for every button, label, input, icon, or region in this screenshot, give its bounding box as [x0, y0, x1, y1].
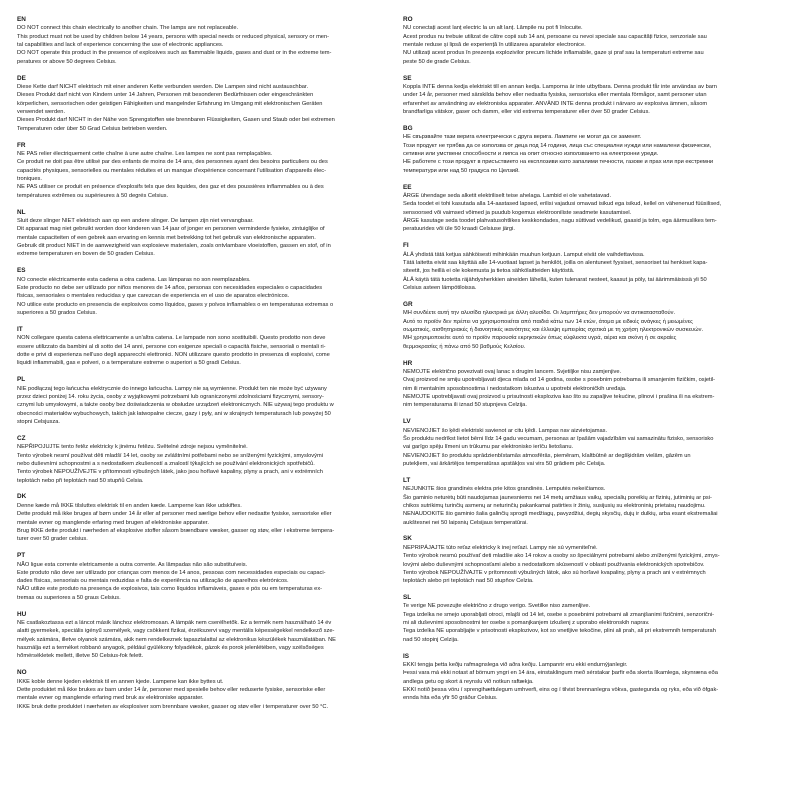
warning-text-line: tal capabilities and lack of experience concerning the use of electronic appliances.	[17, 42, 224, 49]
warning-text-line: Dette produkt må ikke bruges af børn under 14 år eller af personer med særlige behov eller nedsatte fysiske, sensoriske eller	[17, 511, 332, 518]
language-section-fi	[403, 242, 778, 292]
language-code: FR	[17, 141, 26, 149]
warning-text-line: ÄRGE kasutage seda toodet plahvatusohtlikes keskkondades, nagu süttivad vedelikud, gaasid ja tolm, ega äärmuslikes tem-	[403, 217, 717, 224]
warning-text-line: NE csatlakoztassa ezt a láncot másik lánchoz elektromosan. A lámpák nem cserélhetők. Ez a termék nem használható 14 év	[17, 620, 332, 627]
warning-text-line: températures extrêmes ou supérieures à 50 degrés Celsius.	[17, 192, 169, 199]
language-code: SE	[403, 74, 412, 82]
warning-text-line: használja ezt a terméket robbanó anyagok, például gyúlékony folyadékok, gázok és porok jelenlétében, vagy szélsőséges	[17, 645, 324, 652]
warning-text-line: Celsius asteen lämpötiloissa.	[403, 284, 477, 291]
warning-text-line: θερμοκρασίες ή πάνω από 50 βαθμούς Κελσίου.	[403, 343, 526, 350]
warning-text-line: extreme temperaturen en boven de 50 graden Celsius.	[17, 251, 155, 258]
warning-text-line: NU utilizați acest produs în prezența explozivilor precum lichide inflamabile, gaze și praf sau la temperaturi extreme sau	[403, 50, 704, 57]
warning-text-line: lovými alebo duševnými schopnosťami alebo s nedostatkom skúseností v oblasti používania elektronických spotrebičov.	[403, 561, 705, 568]
warning-text-line: температури или над 50 градуса по Целзий.	[403, 167, 520, 174]
warning-text-line: verwendet werden.	[17, 109, 66, 116]
warning-text-line: IKKE koble denne kjeden elektrisk til en annen kjede. Lampene kan ikke byttes ut.	[17, 678, 224, 685]
warning-text-line: NE PAS relier électriquement cette chaîne à une autre chaîne. Les lampes ne sont pas remplaçables.	[17, 151, 273, 158]
warning-text-line: Tento výrobok NEPOUŽÍVAJTE v prítomnosti výbušných látok, ako sú horľavé kvapaliny, plyny a prach ani v extrémnych	[403, 569, 706, 576]
language-section-ro	[403, 16, 778, 66]
language-section-ee	[403, 184, 778, 234]
warning-text-line: brandfarliga vätskor, gaser och damm, eller vid extrema temperaturer eller över 50 grader Celsius.	[403, 109, 650, 116]
language-section-hu	[17, 611, 392, 661]
warning-text-line: NEMOJTE upotrebljavati ovaj proizvod u prisutnosti eksploziva kao što su zapaljive tekućine, plinovi i prašina ili na ekstrem-	[403, 393, 715, 400]
warning-text-line: Brug IKKE dette produkt i nærheden af eksplosive stoffer såsom brændbare væsker, gasser og støv, eller i ekstreme tempera-	[17, 527, 335, 534]
warning-text-line: NEPRIPÁJAJTE túto reťaz elektricky k inej reťazi. Lampy nie sú vymeniteľné.	[403, 544, 598, 551]
warning-text-line: Este produto não deve ser utilizado por crianças com menos de 14 anos, pessoas com necessidades especiais ou capaci-	[17, 569, 326, 576]
language-section-fr	[17, 142, 392, 200]
language-section-pl	[17, 376, 392, 426]
language-code: SK	[403, 535, 412, 543]
language-section-nl	[17, 209, 392, 259]
warning-text-line: mentale capaciteiten of een gebrek aan ervaring en kennis met betrekking tot het gebruik van elektronische apparaten.	[17, 234, 316, 241]
warning-text-line: сетивни или умствени способности и липса на опит относно използването на електронни уреди.	[403, 151, 659, 158]
warning-text-line: mentale reduse și lipsă de experiență în utilizarea aparatelor electronice.	[403, 42, 586, 49]
warning-text-line: stopni Celsjusza.	[17, 418, 60, 425]
warning-text-line: NEMOJTE električno povezivati ovaj lanac s drugim lancem. Svjetiljke nisu zamjenjive.	[403, 368, 622, 375]
warning-text-line: vai garīgo spēju līmeni un trūkumu par elektronisko ierīču lietošanu.	[403, 444, 574, 451]
warning-text-line: Seda toodet ei tohi kasutada alla 14-aastased lapsed, erilisi vajadusi omavad isikud ega isikud, kellel on vähenenud füüsilised,	[403, 201, 722, 208]
language-code: EE	[403, 183, 412, 191]
warning-text-line: NÃO utilize este produto na presença de explosivos, tais como líquidos inflamáveis, gases e pós ou em temperaturas ex-	[17, 586, 323, 593]
warning-text-line: ÄRGE ühendage seda alketit elektriliselt teise ahelaga. Lambid ei ole vahetatavad.	[403, 193, 612, 199]
warning-text-line: peste 50 de grade Celsius.	[403, 58, 471, 65]
language-section-no	[17, 669, 392, 711]
language-section-hr	[403, 360, 778, 410]
warning-text-line: Koppla INTE denna kedja elektriskt till en annan kedja. Lamporna är inte utbytbara. Denna produkt får inte användas av barn	[403, 84, 717, 91]
language-section-de	[17, 75, 392, 133]
warning-text-line: ÄLÄ käytä tätä tuotetta räjähdysherkkien aineiden lähellä, kuten tulenarat nesteet, kaasut ja pöly, tai äärimmäisissä yli 50	[403, 276, 707, 283]
warning-text-line: NEVIENOJIET šo ķēdi elektriski savienot ar citu ķēdi. Lampas nav aizvietojamas.	[403, 427, 608, 434]
warning-text-line: EKKI notið þessa vöru í sprengihættulegum umhverfi, eins og í tilvist brennanlegra vökva, gastegunda og ryks, eða við öfgak-	[403, 687, 719, 694]
right-column	[403, 16, 778, 711]
warning-text-line: Þessi vara má ekki notast af börnum yngri en 14 ára, einstaklingum með sérstakar þarfir eða skerta líkamlega, skynræna eða	[403, 670, 718, 677]
warning-text-line: liquidi infiammabili, gas e polveri, o a temperature estreme o superiori a 50 gradi Celsius.	[17, 360, 241, 367]
warning-text-line: NENAUDOKITE šio gaminio šalia galinčių sprogti medžiagų, pavyzdžiui, degių skysčių, dujų ir dulkių, arba esant ekstremaliai	[403, 511, 718, 518]
language-code: BG	[403, 124, 413, 132]
warning-text-line: NIE podłączaj tego łańcucha elektrycznie do innego łańcucha. Lampy nie są wymienne. Produkt ten nie może być używany	[17, 385, 327, 392]
warning-text-line: sensoorsed või vaimsed võimed ja puudub kogemus elektrooniliste seadmete kasutamisel.	[403, 209, 632, 216]
language-code: GR	[403, 300, 413, 308]
warning-text-line: DO NOT connect this chain electrically to another chain. The lamps are not replaceable.	[17, 25, 239, 32]
warning-text-line: Ovaj proizvod ne smiju upotrebljavati djeca mlađa od 14 godina, osobe s posebnim potrebama ili smanjenim fizičkim, osjetil-	[403, 377, 716, 384]
warning-text-line: peratures or above 50 degrees Celsius.	[17, 58, 117, 65]
warning-text-line: chikos sutrikimų turinčių asmenų ar neturinčių pakankamai patirties ir žinių, susijusių su elektroninių prietaisų naudojimu.	[403, 502, 706, 509]
warning-text-line: Šio gaminio neturėtų būti naudojamas jaunesniems nei 14 metų amžiaus vaikų, specialių poreikių ar fizinių, jutiminių ar psi-	[403, 494, 712, 501]
warning-text-line: peratuurides või üle 50 kraadi Celsiuse järgi.	[403, 226, 515, 233]
language-code: PT	[17, 552, 26, 560]
language-section-en	[17, 16, 392, 66]
warning-text-line: NEJUNKITE šios grandinės elektra prie kitos grandinės. Lemputės nekeičiamos.	[403, 486, 606, 493]
language-section-sk	[403, 535, 778, 585]
language-code: SL	[403, 594, 412, 602]
warning-text-line: NE PAS utiliser ce produit en présence d'explosifs tels que des liquides, des gaz et des poussières inflammables ou à des	[17, 184, 324, 191]
warning-text-line: Te verige NE povezujte električno z drugo verigo. Svetilke niso zamenljive.	[403, 603, 591, 610]
language-section-sl	[403, 594, 778, 644]
warning-text-line: IKKE bruk dette produktet i nærheten av eksplosiver som brennbare væsker, gasser og støv eller i temperaturer over 50 °C.	[17, 703, 329, 710]
language-code: HU	[17, 610, 27, 618]
warning-text-line: Šo produktu nedrīkst lietot bērni līdz 14 gadu vecumam, personas ar īpašām vajadzībām vai samazinātu fizisko, sensorisko	[403, 435, 714, 442]
warning-text-line: DO NOT operate this product in the presence of explosives such as flammable liquids, gases and dust or in the extreme tem-	[17, 50, 332, 57]
warning-text-line: Αυτό το προϊόν δεν πρέπει να χρησιμοποιείται από παιδιά κάτω των 14 ετών, άτομα με ειδικές ανάγκες ή μειωμένες	[403, 318, 693, 325]
warning-text-line: This product must not be used by children below 14 years, persons with special needs or reduced physical, sensory or men-	[17, 33, 330, 40]
warning-text-line: putekļiem, vai ārkārtējos temperatūras apstākļos vai virs 50 grādiem pēc Celsija.	[403, 460, 606, 467]
language-code: LV	[403, 418, 411, 426]
language-code: HR	[403, 359, 413, 367]
warning-text-line: alatti gyermekek, speciális igényű személyek, vagy csökkent fizikai, érzékszervi vagy mentális képességekkel rendelkező sze-	[17, 628, 335, 635]
language-code: PL	[17, 376, 26, 384]
language-section-gr	[403, 301, 778, 351]
language-section-bg	[403, 125, 778, 175]
language-code: CZ	[17, 434, 26, 442]
warning-text-line: siteetit, jos heillä ei ole kokemusta ja tietoa sähkölaitteiden käytöstä.	[403, 268, 575, 275]
warning-text-line: andlega getu og skort á reynslu við notkun raftækja.	[403, 678, 534, 685]
warning-text-line: tremas ou superiores a 50 graus Celsius.	[17, 594, 121, 601]
warning-text-line: Dette produktet må ikke brukes av barn under 14 år, personer med spesielle behov eller reduserte fysiske, sensoriske eller	[17, 687, 326, 694]
warning-text-line: nim ili mentalnim sposobnostima i nedostatkom iskustva u upotrebi elektroničkih uređaja.	[403, 385, 627, 392]
warning-text-line: Този продукт не трябва да се използва от деца под 14 години, лица със специални нужди или намалени физически,	[403, 142, 712, 149]
language-code: NO	[17, 669, 27, 677]
warning-text-line: mentale evner og manglende erfaring med brugen af elektroniske apparater.	[17, 519, 209, 526]
warning-text-line: Denne kæde må IKKE tilsluttes elektrisk til en anden kæde. Lamperne kan ikke udskiftes.	[17, 502, 242, 509]
warning-text-line: mélyek számára, illetve olyanok számára, akik nem rendelkeznek tapasztalattal az elektronikus készülékek használatában. NE	[17, 636, 336, 643]
language-code: ES	[17, 267, 26, 275]
language-code: IS	[403, 652, 410, 660]
warning-text-line: Sluit deze slinger NIET elektrisch aan op een andere slinger. De lampen zijn niet vervangbaar.	[17, 217, 254, 224]
warning-text-line: teplotách nebo při teplotách nad 50 stupňů Celsia.	[17, 477, 144, 484]
language-section-is	[403, 653, 778, 703]
warning-text-line: Dit apparaat mag niet gebruikt worden door kinderen van 14 jaar of jonger en personen verminderde fysieke, zintuiglijke of	[17, 226, 325, 233]
warning-text-line: Dieses Produkt darf nicht von Kindern unter 14 Jahren, Personen mit besonderen Bedürfnissen oder eingeschränkten	[17, 92, 314, 99]
warning-text-line: mentale evner og manglende erfaring med bruk av elektroniske apparater.	[17, 695, 204, 702]
warning-text-line: НЕ работете с този продукт в присъствието на експлозиви като запалими течности, газове и прах или при екстремни	[403, 159, 714, 166]
warning-text-line: Ce produit ne doit pas être utilisé par des enfants de moins de 14 ans, des personnes ayant des besoins particuliers ou des	[17, 159, 328, 166]
warning-text-line: NÃO ligue esta corrente eletricamente a outra corrente. As lâmpadas não são substituíveis.	[17, 561, 248, 568]
warning-text-line: teplotách alebo pri teplotách nad 50 stupňov Celzia.	[403, 578, 534, 585]
warning-text-line: Este producto no debe ser utilizado por niños menores de 14 años, personas con necesidades especiales o capacidades	[17, 284, 323, 291]
warning-text-line: Dieses Produkt darf NICHT in der Nähe von Sprengstoffen wie brennbaren Flüssigkeiten, Gasen und Staub oder bei extremen	[17, 117, 335, 124]
language-code: NL	[17, 208, 26, 216]
language-code: RO	[403, 16, 413, 23]
warning-text-line: mi ali duševnimi sposobnostmi ter osebe s pomanjkanjem izkušenj z uporabo elektronskih naprav.	[403, 620, 650, 627]
warning-text-line: ΜΗ συνδέετε αυτή την αλυσίδα ηλεκτρικά με άλλη αλυσίδα. Οι λαμπτήρες δεν μπορούν να αντικατασταθούν.	[403, 310, 676, 317]
warning-text-line: Tätä laitetta eivät saa käyttää alle 14-vuotiaat lapset ja henkilöt, joilla on alentuneet fyysiset, sensoriset tai henkiset kapa-	[403, 259, 708, 266]
language-code: IT	[17, 325, 23, 333]
language-section-dk	[17, 493, 392, 543]
language-section-se	[403, 75, 778, 117]
warning-text-line: NO utilice este producto en presencia de explosivos como líquidos, gases y polvos inflamables o en temperaturas extremas o	[17, 301, 334, 308]
warning-text-line: essere utilizzato da bambini al di sotto dei 14 anni, persone con esigenze speciali o capacità fisiche, sensoriali o mentali ri-	[17, 343, 326, 350]
warning-text-line: НЕ свързвайте тази верига електрически с друга верига. Лампите не могат да се заменят.	[403, 134, 642, 141]
warning-text-line: obecności materiałów wybuchowych, takich jak łatwopalne ciecze, gazy i pyły, ani w skrajnych temperaturach lub powyżej 50	[17, 410, 331, 417]
warning-text-line: Acest produs nu trebuie utilizat de către copii sub 14 ani, persoane cu nevoi speciale sau capacități fizice, senzoriale sau	[403, 33, 707, 40]
warning-text-line: turer over 50 grader celsius.	[17, 536, 88, 543]
warning-text-line: körperlichen, sensorischen oder geistigen Fähigkeiten und mangelnder Erfahrung im Umgang mit elektronischen Geräten	[17, 100, 323, 107]
warning-text-line: cznymi lub umysłowymi, a także osoby bez doświadczenia w obsłudze urządzeń elektronicznych. NIE używaj tego produktu w	[17, 402, 334, 409]
left-column	[17, 16, 392, 720]
warning-text-line: Tega izdelka NE uporabljajte v prisotnosti eksplozivov, kot so vnetljive tekočine, plini ali prah, ali pri ekstremnih temperaturah	[403, 628, 716, 635]
language-section-cz	[17, 435, 392, 485]
warning-text-line: nebo duševními schopnostmi a s nedostatkem zkušeností a znalostí týkajících se používání elektronických spotřebičů.	[17, 460, 315, 467]
warning-text-line: aukštesnei nei 50 laipsnių Celsijaus temperatūrai.	[403, 519, 528, 526]
language-section-es	[17, 267, 392, 317]
language-section-lv	[403, 418, 778, 468]
language-section-lt	[403, 477, 778, 527]
warning-text-line: NON collegare questa catena elettricamente a un'altra catena. Le lampade non sono sostituibili. Questo prodotto non deve	[17, 335, 326, 342]
language-code: EN	[17, 16, 26, 23]
warning-text-line: nad 50 stopinj Celzija.	[403, 636, 459, 643]
warning-text-line: Tento výrobek nesmí používat děti mladší 14 let, osoby se zvláštními potřebami nebo se sníženými fyzickými, smyslovými	[17, 452, 323, 459]
warning-text-line: Tento výrobok nesmú používať deti mladšie ako 14 rokov a osoby so špeciálnymi potrebami alebo zníženými fyzickými, zmys-	[403, 553, 720, 560]
warning-text-line: dades físicas, sensoriais ou mentais reduzidas e falta de experiência na utilização de aparelhos eletrónicos.	[17, 578, 289, 585]
warning-text-line: ΜΗ χρησιμοποιείτε αυτό το προϊόν παρουσία εκρηκτικών όπως εύφλεκτα υγρά, αέρια και σκόνη ή σε ακραίες	[403, 335, 677, 342]
warning-text-line: NO conecte eléctricamente esta cadena a otra cadena. Las lámparas no son reemplazables.	[17, 276, 251, 283]
warning-text-line: NEPŘIPOJUJTE tento řetěz elektricky k jinému řetězu. Světelné zdroje nejsou vyměnitelné.	[17, 444, 248, 451]
warning-text-line: Tento výrobek NEPOUŽÍVEJTE v přítomnosti výbušných látek, jako jsou hořlavé kapaliny, plyny a prach, ani v extrémních	[17, 469, 323, 476]
language-code: DK	[17, 493, 27, 501]
warning-text-line: przez dzieci poniżej 14. roku życia, osoby z wyjątkowymi potrzebami lub ograniczonymi zdolnościami fizycznymi, sensory-	[17, 393, 324, 400]
language-code: FI	[403, 242, 409, 250]
warning-text-line: troniques.	[17, 176, 42, 182]
warning-text-line: físicas, sensoriales o mentales reducidas y que carezcan de experiencia en el uso de aparatos electrónicos.	[17, 293, 290, 300]
language-section-it	[17, 326, 392, 368]
warning-text-line: hőmérsékletek mellett, illetve 50 Celsius-fok felett.	[17, 653, 144, 660]
warning-text-line: NEVIENOJIET šo produktu sprādzienbīstamās atmosfērās, piemēram, kīaltbūtnē ar degšķidrām vielām, gāzēm un	[403, 452, 691, 459]
warning-text-line: NU conectați acest lanț electric la un alt lanț. Lămpile nu pot fi înlocuite.	[403, 25, 583, 32]
warning-text-line: ennda hita eða yfir 50 gráður Celsius.	[403, 695, 498, 702]
warning-text-line: dotte e privi di esperienza nell'uso degli apparecchi elettronici. NON utilizzare questo prodotto in presenza di esplosivi, come	[17, 351, 330, 358]
warning-text-line: Tega izdelka ne smejo uporabljati otroci, mlajši od 14 let, osebe s posebnimi potrebami ali zmanjšanimi fizičnimi, senzorični-	[403, 611, 715, 618]
warning-text-line: ÄLÄ yhdistä tätä ketjua sähköisesti mihinkään muuhun ketjuun. Lamput eivät ole vaihdettavissa.	[403, 251, 645, 258]
warning-text-line: σωματικές, αισθητηριακές ή διανοητικές ικανότητες και έλλειψη εμπειρίας σχετικά με τη χρήση ηλεκτρονικών συσκευών.	[403, 326, 704, 333]
language-code: DE	[17, 74, 26, 82]
language-section-pt	[17, 552, 392, 602]
warning-text-line: Temperaturen oder über 50 Grad Celsius betrieben werden.	[17, 125, 168, 132]
warning-text-line: capacités physiques, sensorielles ou mentales réduites et un manque d'expérience concernant l'utilisation d'appareils élec-	[17, 167, 326, 174]
warning-text-line: under 14 år, personer med särskilda behov eller nedsatta fysiska, sensoriska eller mentala förmågor, samt personer utan	[403, 92, 707, 99]
warning-text-line: superiores a 50 grados Celsius.	[17, 309, 97, 316]
warning-text-line: erfarenhet av användning av elektroniska apparater. ANVÄND INTE denna produkt i närvaro av explosiva ämnen, såsom	[403, 100, 708, 107]
warning-text-line: EKKI tengja þetta keðju rafmagnslega við aðra keðju. Lampanrir eru ekki endurnýjanlegir.	[403, 662, 628, 669]
language-code: LT	[403, 476, 411, 484]
warning-text-line: Diese Kette darf NICHT elektrisch mit einer anderen Kette verbunden werden. Die Lampen sind nicht austauschbar.	[17, 84, 309, 91]
warning-text-line: nim temperaturama ili iznad 50 stupnjeva Celzija.	[403, 402, 527, 409]
warning-text-line: Gebruik dit product NIET in de aanwezigheid van explosieve materialen, zoals ontvlambare vloeistoffen, gassen en stof, of in	[17, 242, 331, 249]
